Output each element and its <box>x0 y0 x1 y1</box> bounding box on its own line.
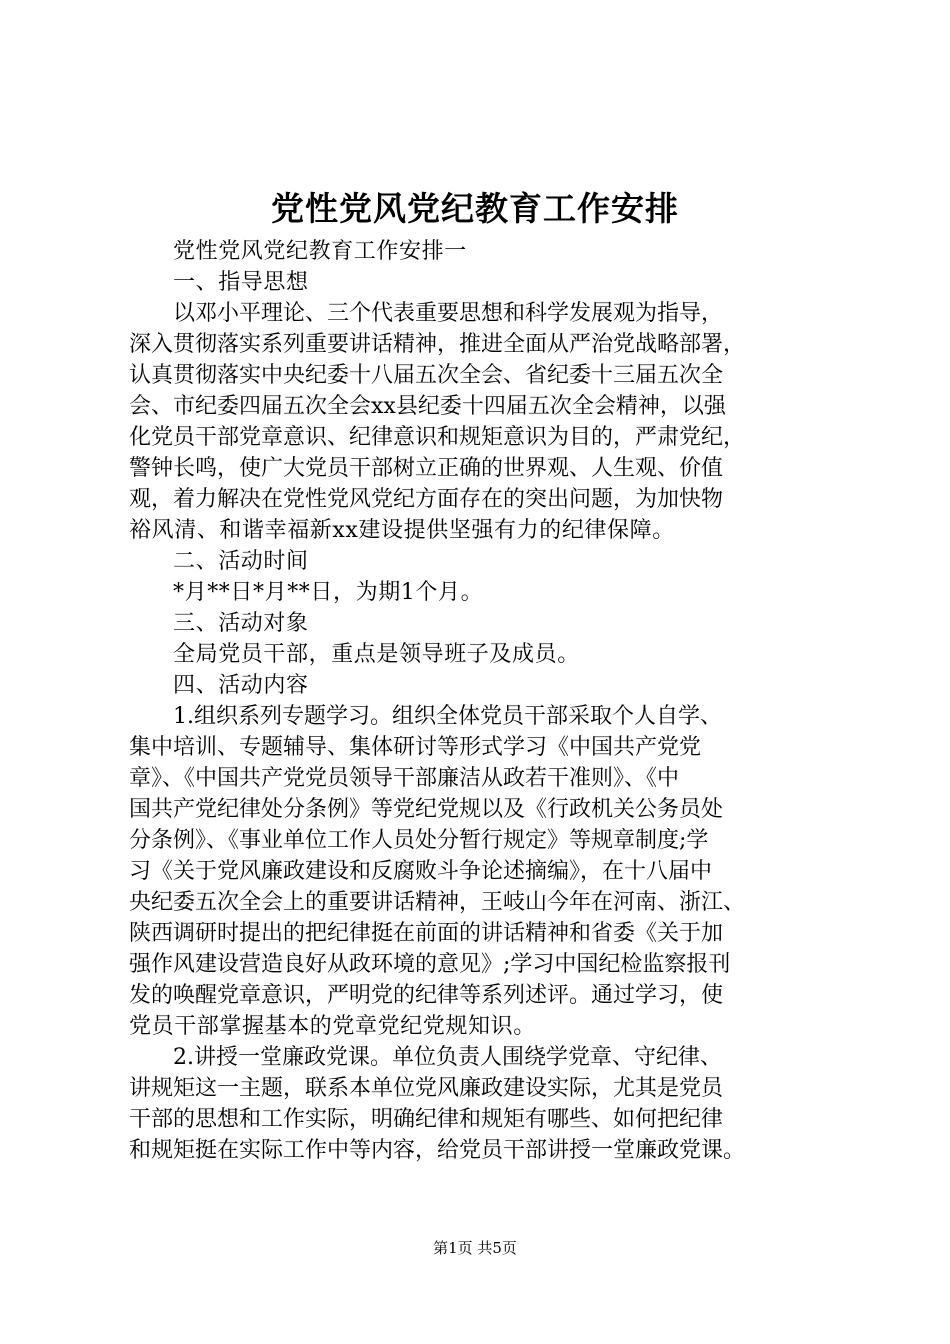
paragraph-line: 党员干部掌握基本的党章党纪党规知识。 <box>129 1014 536 1039</box>
paragraph-line: 发的唤醒党章意识，严明党的纪律等系列述评。通过学习，使 <box>129 983 724 1008</box>
paragraph-line: 1.组织系列专题学习。组织全体党员干部采取个人自学、 <box>173 704 722 729</box>
paragraph-line: 讲规矩这一主题，联系本单位党风廉政建设实际，尤其是党员 <box>129 1076 724 1101</box>
paragraph-line: 警钟长鸣，使广大党员干部树立正确的世界观、人生观、价值 <box>129 456 724 481</box>
paragraph-line: 2.讲授一堂廉政党课。单位负责人围绕学党章、守纪律、 <box>173 1045 722 1070</box>
page-footer: 第1页 共5页 <box>433 1239 517 1257</box>
paragraph-line: 二、活动时间 <box>173 549 309 574</box>
paragraph-line: 观，着力解决在党性党风党纪方面存在的突出问题，为加快物 <box>129 487 724 512</box>
paragraph-line: 三、活动对象 <box>173 611 309 636</box>
paragraph-line: 国共产党纪律处分条例》等党纪党规以及《行政机关公务员处 <box>129 797 724 822</box>
paragraph-line: 全局党员干部，重点是领导班子及成员。 <box>173 642 580 667</box>
paragraph-line: 分条例》、《事业单位工作人员处分暂行规定》等规章制度;学 <box>129 828 709 853</box>
paragraph-line: 化党员干部党章意识、纪律意识和规矩意识为目的，严肃党纪， <box>129 425 746 450</box>
paragraph-line: 深入贯彻落实系列重要讲话精神，推进全面从严治党战略部署， <box>129 332 746 357</box>
paragraph-line: 认真贯彻落实中央纪委十八届五次全会、省纪委十三届五次全 <box>129 363 724 388</box>
paragraph-line: *月**日*月**日，为期1个月。 <box>173 580 484 605</box>
paragraph-line: 以邓小平理论、三个代表重要思想和科学发展观为指导， <box>173 301 724 326</box>
paragraph-line: 集中培训、专题辅导、集体研讨等形式学习《中国共产党党 <box>129 735 702 760</box>
paragraph-line: 强作风建设营造良好从政环境的意见》;学习中国纪检监察报刊 <box>129 952 731 977</box>
paragraph-line: 和规矩挺在实际工作中等内容，给党员干部讲授一堂廉政党课。 <box>129 1138 746 1163</box>
paragraph-line: 章》、《中国共产党党员领导干部廉洁从政若干准则》、《中 <box>129 766 680 791</box>
paragraph-line: 央纪委五次全会上的重要讲话精神，王岐山今年在河南、浙江、 <box>129 890 746 915</box>
paragraph-line: 一、指导思想 <box>173 270 309 295</box>
paragraph-line: 裕风清、和谐幸福新xx建设提供坚强有力的纪律保障。 <box>129 518 675 543</box>
document-body <box>129 236 829 1166</box>
paragraph-line: 会、市纪委四届五次全会xx县纪委十四届五次全会精神，以强 <box>129 394 726 419</box>
paragraph-line: 党性党风党纪教育工作安排一 <box>173 239 467 264</box>
document-title: 党性党风党纪教育工作安排 <box>271 189 679 228</box>
paragraph-line: 四、活动内容 <box>173 673 309 698</box>
paragraph-line: 习《关于党风廉政建设和反腐败斗争论述摘编》，在十八届中 <box>129 859 713 884</box>
paragraph-line: 干部的思想和工作实际，明确纪律和规矩有哪些、如何把纪律 <box>129 1107 724 1132</box>
paragraph-line: 陕西调研时提出的把纪律挺在前面的讲话精神和省委《关于加 <box>129 921 724 946</box>
